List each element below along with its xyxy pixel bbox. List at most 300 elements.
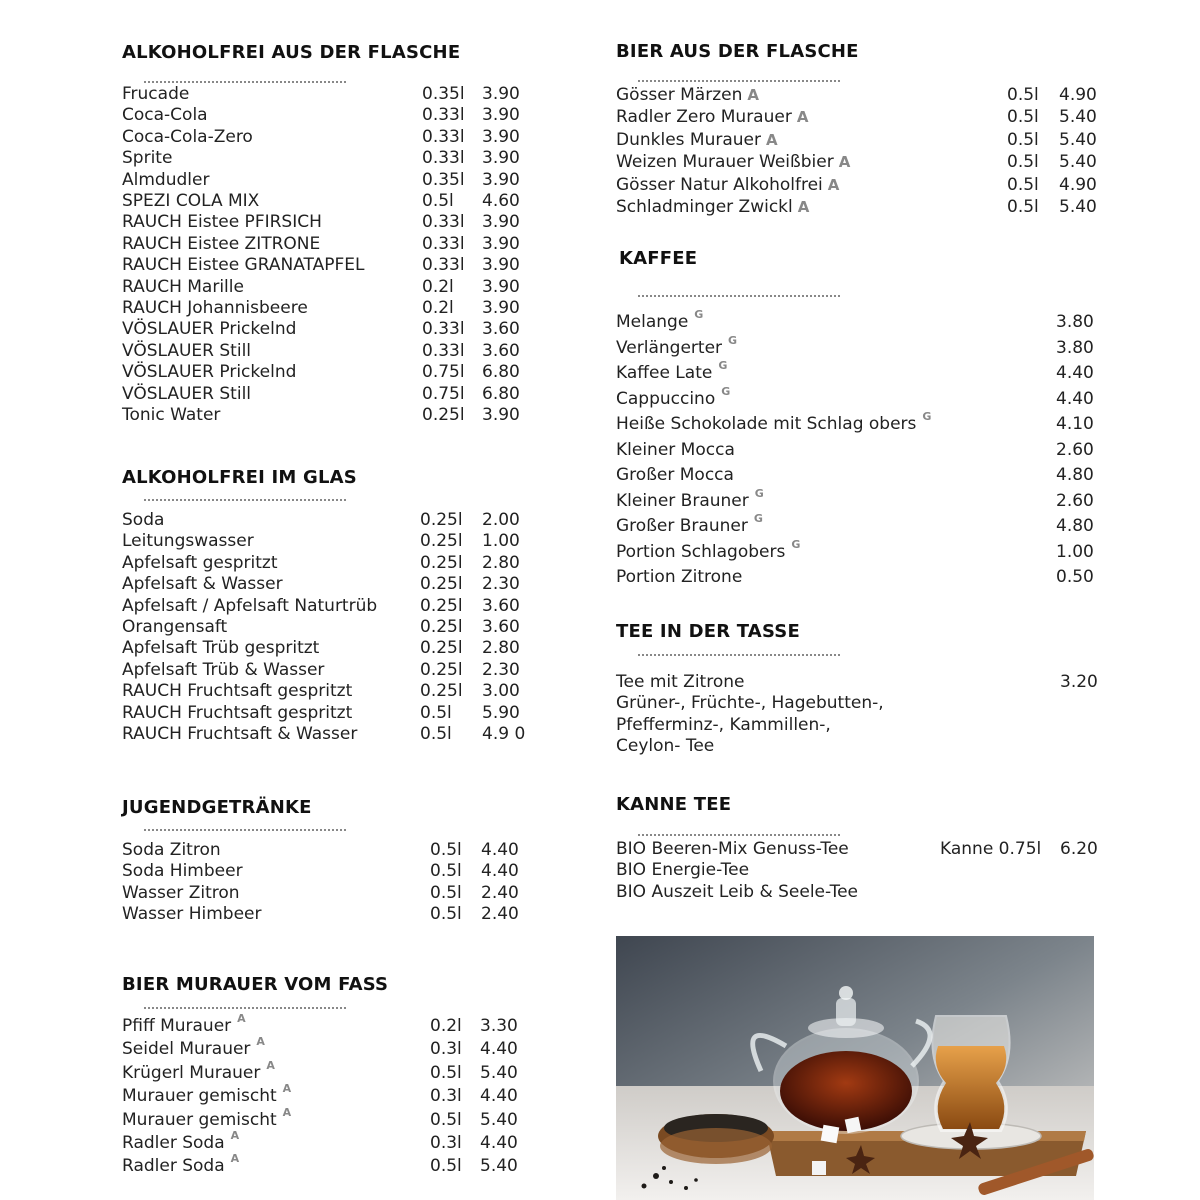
item-name <box>616 715 831 736</box>
item-price: 3.20 <box>1060 672 1098 692</box>
item-price: 6.80 <box>482 383 520 404</box>
item-price: 3.90 <box>482 405 520 425</box>
item-volume: 0.2l <box>422 276 454 297</box>
menu-item-row <box>122 1058 602 1084</box>
menu-item-row <box>122 703 602 724</box>
item-name-text: Soda Zitron <box>122 840 221 860</box>
item-price: 5.40 <box>1059 107 1097 128</box>
item-price: 2.30 <box>482 659 520 680</box>
allergen-mark: A <box>827 175 840 194</box>
item-name-text: Leitungswasser <box>122 531 254 552</box>
item-volume: 0.25l <box>420 681 463 702</box>
item-price: 5.40 <box>480 1062 518 1083</box>
item-price: 1.00 <box>482 531 520 552</box>
menu-item-row <box>122 660 602 681</box>
item-name-text: Ceylon- Tee <box>616 736 715 757</box>
item-name-text: Seidel Murauer <box>122 1039 251 1060</box>
item-name-text: VÖSLAUER Still <box>122 340 252 361</box>
menu-item-row <box>122 341 602 362</box>
menu-item-row <box>122 510 602 531</box>
item-name-text: Radler Zero Murauer <box>616 107 792 128</box>
menu-item-row <box>122 883 602 904</box>
item-name-text: Kleiner Mocca <box>616 439 735 460</box>
item-volume: 0.35l <box>422 84 465 104</box>
item-volume: 0.75l <box>422 383 465 404</box>
item-volume: 0.33l <box>422 212 465 233</box>
item-name-text: Tee mit Zitrone <box>616 672 745 692</box>
item-name <box>122 105 208 126</box>
allergen-mark: A <box>230 1152 240 1166</box>
item-price: 3.90 <box>482 148 520 169</box>
item-name-text: Soda Himbeer <box>122 861 243 882</box>
item-name <box>616 438 735 463</box>
menu-item-row <box>122 298 602 319</box>
item-name-text: Gösser Natur Alkoholfrei <box>616 174 823 195</box>
item-name <box>122 1012 246 1038</box>
item-volume: 0.5l <box>430 861 462 882</box>
section-title: KAFFEE <box>619 248 698 269</box>
item-price: 4.40 <box>1056 388 1094 409</box>
item-name <box>122 255 364 276</box>
divider <box>638 80 840 82</box>
menu-item-row <box>122 553 602 574</box>
item-price: 3.80 <box>1056 337 1094 358</box>
item-name <box>616 514 763 540</box>
item-price: 4.80 <box>1056 465 1094 485</box>
divider <box>638 654 840 656</box>
allergen-mark: A <box>230 1129 240 1142</box>
item-name <box>122 1058 275 1085</box>
divider <box>638 295 840 297</box>
item-name <box>122 531 254 552</box>
item-name-text: Kaffee Late <box>616 363 713 383</box>
item-name <box>122 319 296 340</box>
item-name <box>122 596 377 617</box>
item-name-text: Apfelsaft / Apfelsaft Naturtrüb <box>122 595 378 616</box>
divider <box>144 1007 346 1009</box>
item-volume: 0.75l <box>422 362 465 383</box>
item-price: 2.30 <box>482 574 520 595</box>
item-name <box>122 1082 292 1108</box>
menu-item-row <box>122 405 602 426</box>
item-price: 2.40 <box>481 904 519 925</box>
item-volume: 0.5l <box>430 840 462 860</box>
item-price: 4.40 <box>1056 363 1094 383</box>
item-name <box>122 212 322 233</box>
item-name <box>122 553 277 574</box>
item-price: 3.60 <box>482 617 520 637</box>
item-name-text: Kleiner Brauner <box>616 490 749 511</box>
item-name-text: Portion Schlagobers <box>616 541 786 562</box>
item-volume: 0.33l <box>422 148 465 169</box>
item-volume: 0.25l <box>422 405 465 425</box>
item-volume: 0.5l <box>430 904 462 925</box>
item-price: 3.60 <box>482 319 520 340</box>
item-name <box>616 486 764 515</box>
item-price: 6.20 <box>1060 839 1098 859</box>
item-price: 4.60 <box>482 191 520 211</box>
item-volume: 0.25l <box>420 659 463 680</box>
menu-item-row <box>122 840 602 861</box>
item-price: 3.90 <box>482 169 520 190</box>
allergen-mark: A <box>838 153 851 172</box>
item-name-text: Weizen Murauer Weißbier <box>616 152 834 173</box>
item-volume: 0.5l <box>422 191 454 211</box>
item-name-text: Großer Mocca <box>616 465 734 485</box>
item-price: 3.90 <box>482 298 520 318</box>
item-name <box>122 1152 240 1178</box>
item-name <box>616 565 742 590</box>
item-name-text: Pfiff Murauer <box>122 1016 232 1036</box>
menu-item-row <box>122 638 602 659</box>
item-name-text: Murauer gemischt <box>122 1086 277 1107</box>
allergen-mark: A <box>266 1058 275 1072</box>
item-name-text: Dunkles Murauer <box>616 129 761 150</box>
item-name-text: Melange <box>616 312 689 332</box>
menu-item-row <box>616 486 1096 514</box>
item-price: 3.00 <box>482 681 520 702</box>
menu-item-row <box>616 130 1096 151</box>
section-title: TEE IN DER TASSE <box>616 621 800 642</box>
item-name-text: RAUCH Fruchtsaft gespritzt <box>122 702 353 723</box>
item-volume: 0.33l <box>422 255 465 276</box>
item-name <box>616 152 850 173</box>
item-volume: 0.25l <box>420 552 463 573</box>
item-volume: 0.3l <box>430 1039 462 1060</box>
item-name-text: SPEZI COLA MIX <box>122 191 260 211</box>
item-price: 3.60 <box>482 595 520 616</box>
item-name <box>122 840 221 861</box>
item-name <box>122 861 243 882</box>
allergen-mark: G <box>728 333 738 347</box>
allergen-mark: A <box>766 130 778 149</box>
teapot-and-glass-photo <box>616 936 1094 1200</box>
item-name <box>122 191 259 212</box>
item-price: 4.40 <box>481 840 519 860</box>
item-name <box>122 703 352 724</box>
section-title: BIER AUS DER FLASCHE <box>616 41 859 62</box>
item-price: 2.80 <box>482 638 520 659</box>
item-name-text: Radler Soda <box>122 1133 225 1153</box>
item-name-text: Wasser Himbeer <box>122 904 262 925</box>
item-name-text: Soda <box>122 510 165 530</box>
item-name-text: Apfelsaft gespritzt <box>122 552 278 573</box>
item-name-text: VÖSLAUER Still <box>122 383 252 404</box>
item-volume: 0.25l <box>420 531 463 552</box>
item-name-text: Grüner-, Früchte-, Hagebutten-, <box>616 693 884 714</box>
item-name-text: Murauer gemischt <box>122 1109 277 1130</box>
menu-item-row <box>616 412 1096 437</box>
item-price: 0.50 <box>1056 567 1094 587</box>
item-name <box>122 883 240 904</box>
item-name <box>616 882 858 903</box>
item-name <box>122 617 227 638</box>
item-name <box>616 130 778 151</box>
item-name <box>122 84 189 105</box>
item-name-text: RAUCH Fruchtsaft & Wasser <box>122 724 358 744</box>
item-price: 3.30 <box>480 1016 518 1036</box>
item-price: 2.00 <box>482 510 520 530</box>
item-volume: Kanne 0.75l <box>940 839 1042 859</box>
item-volume: 0.3l <box>430 1086 462 1107</box>
item-price: 3.90 <box>482 126 520 147</box>
menu-item-row <box>122 1129 602 1154</box>
item-volume: 0.5l <box>1007 85 1039 105</box>
divider <box>144 81 346 83</box>
item-volume: 0.35l <box>422 169 465 190</box>
section-title: JUGENDGETRÄNKE <box>122 797 312 818</box>
menu-item-row <box>616 715 1096 736</box>
menu-item-row <box>122 1105 602 1131</box>
menu-item-row <box>616 107 1096 128</box>
menu-item-row <box>122 1152 602 1177</box>
item-name <box>122 724 357 745</box>
menu-item-row <box>616 175 1096 196</box>
item-price: 5.40 <box>480 1109 518 1130</box>
allergen-mark: G <box>721 384 731 398</box>
item-price: 2.40 <box>481 882 519 903</box>
item-name-text: Frucade <box>122 84 190 104</box>
section-title: ALKOHOLFREI IM GLAS <box>122 467 357 488</box>
menu-item-row <box>122 127 602 148</box>
menu-item-row <box>122 384 602 405</box>
allergen-mark: A <box>282 1105 292 1119</box>
section-title: BIER MURAUER VOM FASS <box>122 974 389 995</box>
item-name <box>616 537 801 566</box>
menu-item-row <box>122 724 602 745</box>
item-name-text: VÖSLAUER Prickelnd <box>122 319 297 340</box>
item-name-text: Orangensaft <box>122 617 228 637</box>
item-name-text: Wasser Zitron <box>122 882 240 903</box>
item-name-text: Heiße Schokolade mit Schlag obers <box>616 414 917 434</box>
item-name <box>122 170 209 191</box>
menu-item-row <box>122 1035 602 1060</box>
item-name-text: Krügerl Murauer <box>122 1062 261 1083</box>
item-volume: 0.5l <box>1007 152 1039 173</box>
item-name <box>616 860 749 881</box>
item-name-text: RAUCH Johannisbeere <box>122 298 308 318</box>
item-price: 3.90 <box>482 255 520 276</box>
item-name <box>122 148 172 169</box>
item-name <box>616 384 731 413</box>
item-volume: 0.33l <box>422 105 465 126</box>
menu-item-row <box>122 681 602 702</box>
item-price: 3.90 <box>482 233 520 254</box>
item-name-text: Apfelsaft Trüb gespritzt <box>122 638 320 659</box>
item-volume: 0.2l <box>430 1016 462 1036</box>
item-price: 5.40 <box>480 1156 518 1177</box>
menu-item-row <box>616 514 1096 539</box>
photo-illustration <box>616 936 1094 1200</box>
allergen-mark: G <box>753 512 763 525</box>
item-name <box>616 736 714 757</box>
allergen-mark: G <box>791 537 801 551</box>
menu-item-row <box>122 904 602 925</box>
item-volume: 0.5l <box>420 724 452 744</box>
divider <box>144 829 346 831</box>
item-volume: 0.2l <box>422 298 454 318</box>
menu-item-row <box>616 882 1096 903</box>
item-price: 4.10 <box>1056 414 1094 434</box>
item-name <box>122 298 308 319</box>
item-price: 2.60 <box>1056 439 1094 460</box>
menu-item-row <box>616 152 1096 173</box>
item-volume: 0.25l <box>420 595 463 616</box>
item-name <box>122 904 261 925</box>
menu-item-row <box>122 531 602 552</box>
item-name-text: Gösser Märzen <box>616 85 743 105</box>
item-price: 2.80 <box>482 552 520 573</box>
item-name-text: RAUCH Eistee ZITRONE <box>122 233 321 254</box>
item-name <box>616 175 839 196</box>
item-price: 5.40 <box>1059 129 1097 150</box>
item-name <box>122 127 253 148</box>
item-name-text: RAUCH Marille <box>122 276 244 297</box>
item-name <box>122 384 251 405</box>
divider <box>638 834 840 836</box>
item-name-text: Pfefferminz-, Kammillen-, <box>616 714 831 735</box>
item-price: 3.90 <box>482 84 520 104</box>
item-name-text: Verlängerter <box>616 337 723 358</box>
item-name-text: Sprite <box>122 148 173 169</box>
menu-item-row <box>122 617 602 638</box>
menu-item-row <box>616 361 1096 386</box>
allergen-mark: A <box>796 108 809 127</box>
allergen-mark: G <box>922 410 932 423</box>
item-volume: 0.5l <box>420 702 452 723</box>
menu-item-row <box>616 310 1096 335</box>
menu-item-row <box>122 1082 602 1107</box>
item-name-text: Coca-Cola <box>122 105 208 126</box>
item-volume: 0.5l <box>430 882 462 903</box>
menu-item-row <box>122 105 602 126</box>
item-price: 4.40 <box>480 1086 518 1107</box>
menu-item-row <box>122 1012 602 1037</box>
item-name <box>616 197 809 218</box>
menu-item-row <box>122 362 602 383</box>
item-name-text: Apfelsaft & Wasser <box>122 574 283 595</box>
item-volume: 0.25l <box>420 574 463 595</box>
item-price: 4.40 <box>480 1133 518 1153</box>
item-volume: 0.5l <box>1007 129 1039 150</box>
allergen-mark: G <box>694 308 704 321</box>
item-price: 3.90 <box>482 276 520 297</box>
item-price: 4.90 <box>1059 174 1097 195</box>
item-volume: 0.33l <box>422 319 465 340</box>
item-name <box>122 574 283 595</box>
menu-item-row <box>122 191 602 212</box>
item-name <box>122 510 164 531</box>
item-price: 5.90 <box>482 702 520 723</box>
menu-item-row <box>616 537 1096 565</box>
allergen-mark: G <box>754 486 764 500</box>
menu-item-row <box>122 277 602 298</box>
item-price: 3.90 <box>482 212 520 233</box>
item-name <box>122 638 319 659</box>
item-name <box>616 463 734 488</box>
item-name-text: Apfelsaft Trüb & Wasser <box>122 659 325 680</box>
item-name-text: Coca-Cola-Zero <box>122 126 253 147</box>
allergen-mark: A <box>797 198 810 216</box>
menu-item-row <box>122 212 602 233</box>
menu-item-row <box>122 148 602 169</box>
menu-item-row <box>122 574 602 595</box>
item-name <box>616 333 738 362</box>
allergen-mark: A <box>282 1082 292 1096</box>
menu-item-row <box>616 736 1096 757</box>
item-name-text: Cappuccino <box>616 388 716 409</box>
item-price: 2.60 <box>1056 490 1094 511</box>
item-name-text: Tonic Water <box>122 405 221 425</box>
menu-item-row <box>616 860 1096 881</box>
item-price: 6.80 <box>482 362 520 383</box>
item-price: 1.00 <box>1056 541 1094 562</box>
menu-item-row <box>122 319 602 340</box>
divider <box>144 499 346 501</box>
item-name <box>616 107 808 128</box>
item-name-text: Radler Soda <box>122 1156 225 1177</box>
menu-item-row <box>122 861 602 882</box>
item-volume: 0.5l <box>1007 197 1039 217</box>
item-price: 4.80 <box>1056 516 1094 536</box>
item-name-text: Schladminger Zwickl <box>616 197 793 217</box>
item-volume: 0.25l <box>420 617 463 637</box>
item-name-text: Großer Brauner <box>616 516 748 536</box>
item-volume: 0.33l <box>422 340 465 361</box>
item-name-text: BIO Beeren-Mix Genuss-Tee <box>616 839 849 859</box>
item-volume: 0.5l <box>1007 174 1039 195</box>
menu-item-row <box>616 438 1096 463</box>
item-name <box>122 660 324 681</box>
item-name <box>122 277 244 298</box>
menu-item-row <box>122 596 602 617</box>
item-name-text: RAUCH Eistee GRANATAPFEL <box>122 255 365 276</box>
menu-item-row <box>616 672 1096 693</box>
section-title: KANNE TEE <box>616 794 732 815</box>
item-name <box>616 693 884 714</box>
item-volume: 0.5l <box>430 1156 462 1177</box>
item-price: 5.40 <box>1059 197 1097 217</box>
item-volume: 0.33l <box>422 233 465 254</box>
item-volume: 0.3l <box>430 1133 462 1153</box>
item-name <box>122 341 251 362</box>
menu-item-row <box>616 693 1096 714</box>
item-volume: 0.25l <box>420 638 463 659</box>
item-name <box>616 412 931 438</box>
item-price: 3.60 <box>482 340 520 361</box>
allergen-mark: A <box>256 1035 265 1049</box>
item-price: 4.40 <box>481 861 519 882</box>
item-volume: 0.5l <box>430 1062 462 1083</box>
item-name <box>616 85 759 106</box>
item-name <box>122 362 296 383</box>
menu-item-row <box>122 234 602 255</box>
menu-item-row <box>122 84 602 105</box>
item-name <box>616 672 744 693</box>
menu-item-row <box>616 565 1096 590</box>
allergen-mark: G <box>718 359 728 372</box>
item-price: 3.90 <box>482 105 520 126</box>
item-volume: 0.25l <box>420 510 463 530</box>
item-name <box>616 361 727 387</box>
item-price: 3.80 <box>1056 312 1094 332</box>
item-name <box>122 1035 265 1061</box>
item-name <box>122 405 220 426</box>
item-name-text: Almdudler <box>122 169 210 190</box>
menu-item-row <box>616 839 1096 860</box>
item-volume: 0.5l <box>1007 107 1039 128</box>
item-name <box>616 310 703 336</box>
